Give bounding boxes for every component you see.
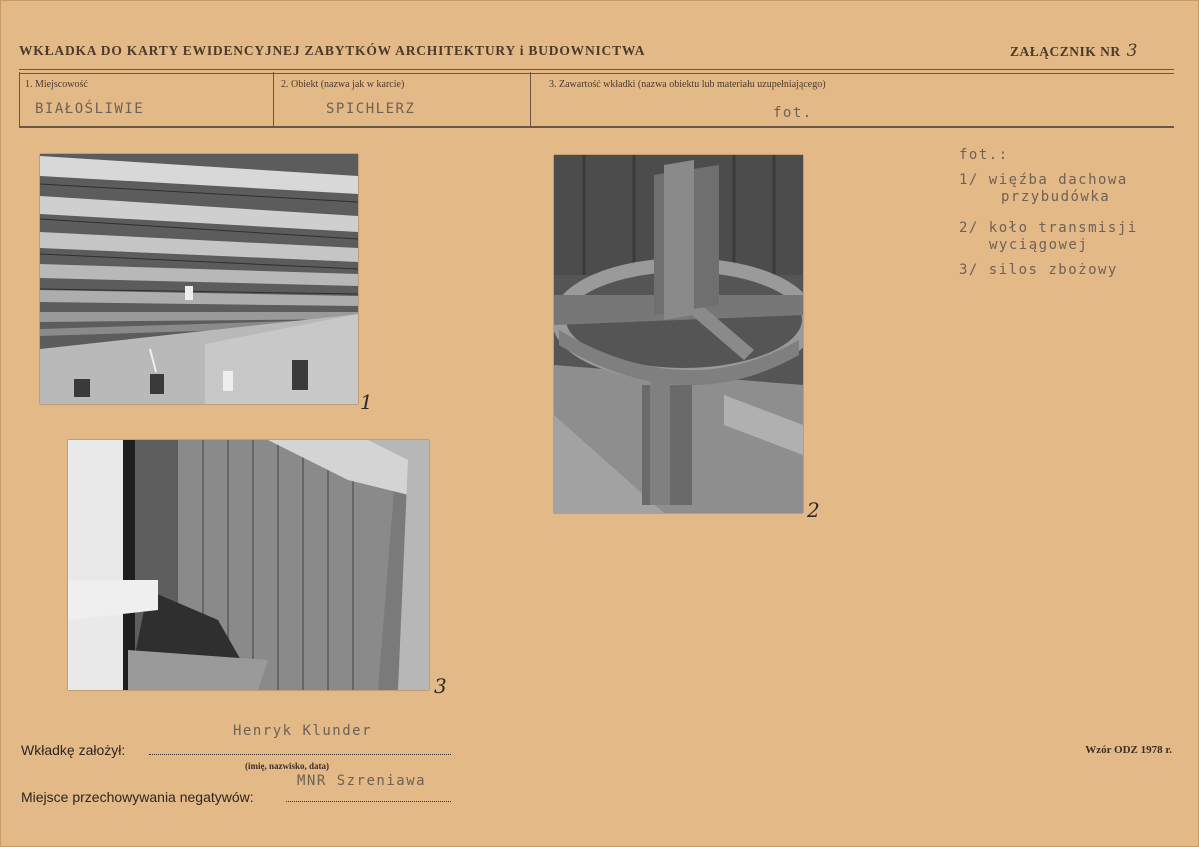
field-divider xyxy=(273,72,274,126)
photo-grain-silo xyxy=(68,440,429,690)
locality-value: BIAŁOŚLIWIE xyxy=(35,101,145,117)
legend-item-3-line-1: 3/ silos zbożowy xyxy=(959,262,1118,278)
content-label: 3. Zawartość wkładki (nazwa obiektu lub materiału uzupełniającego) xyxy=(549,79,826,90)
photo-legend xyxy=(959,147,1138,279)
field-divider xyxy=(530,72,531,126)
header-rule-bottom xyxy=(19,126,1174,128)
legend-item-1-line-1: 1/ więźba dachowa xyxy=(959,172,1128,188)
photo-transmission-wheel xyxy=(554,155,803,513)
field-divider xyxy=(19,72,20,126)
author-label: Wkładkę założył: xyxy=(21,742,126,758)
legend-item-2 xyxy=(959,220,1138,254)
header-rule-top xyxy=(19,69,1174,74)
legend-item-2-line-2: wyciągowej xyxy=(989,237,1089,253)
photo-number-2: 2 xyxy=(807,498,820,522)
author-hint: (imię, nazwisko, data) xyxy=(245,761,329,771)
legend-item-1-line-2: przybudówka xyxy=(1001,189,1111,205)
legend-item-3 xyxy=(959,262,1138,279)
object-label: 2. Obiekt (nazwa jak w karcie) xyxy=(281,79,405,90)
photo-number-1: 1 xyxy=(360,390,373,414)
card-title: WKŁADKA DO KARTY EWIDENCYJNEJ ZABYTKÓW ARCHITEKTURY i BUDOWNICTWA xyxy=(19,43,646,58)
content-value: fot. xyxy=(773,105,813,121)
photo-roof-truss xyxy=(40,154,358,404)
object-value: SPICHLERZ xyxy=(326,101,416,117)
photo-number-3: 3 xyxy=(434,674,447,698)
author-dotted-line xyxy=(149,754,451,755)
form-model: Wzór ODZ 1978 r. xyxy=(1085,744,1172,756)
storage-value: MNR Szreniawa xyxy=(297,773,427,789)
annex-heading xyxy=(1010,41,1138,61)
annex-number: 3 xyxy=(1126,41,1138,61)
legend-item-2-line-1: 2/ koło transmisji xyxy=(959,220,1138,236)
storage-dotted-line xyxy=(286,801,451,802)
locality-label: 1. Miejscowość xyxy=(25,79,88,90)
author-value: Henryk Klunder xyxy=(233,723,373,739)
legend-heading: fot.: xyxy=(959,147,1009,163)
storage-label: Miejsce przechowywania negatywów: xyxy=(21,789,254,805)
annex-label: ZAŁĄCZNIK NR xyxy=(1010,44,1121,59)
legend-item-1 xyxy=(959,172,1138,206)
